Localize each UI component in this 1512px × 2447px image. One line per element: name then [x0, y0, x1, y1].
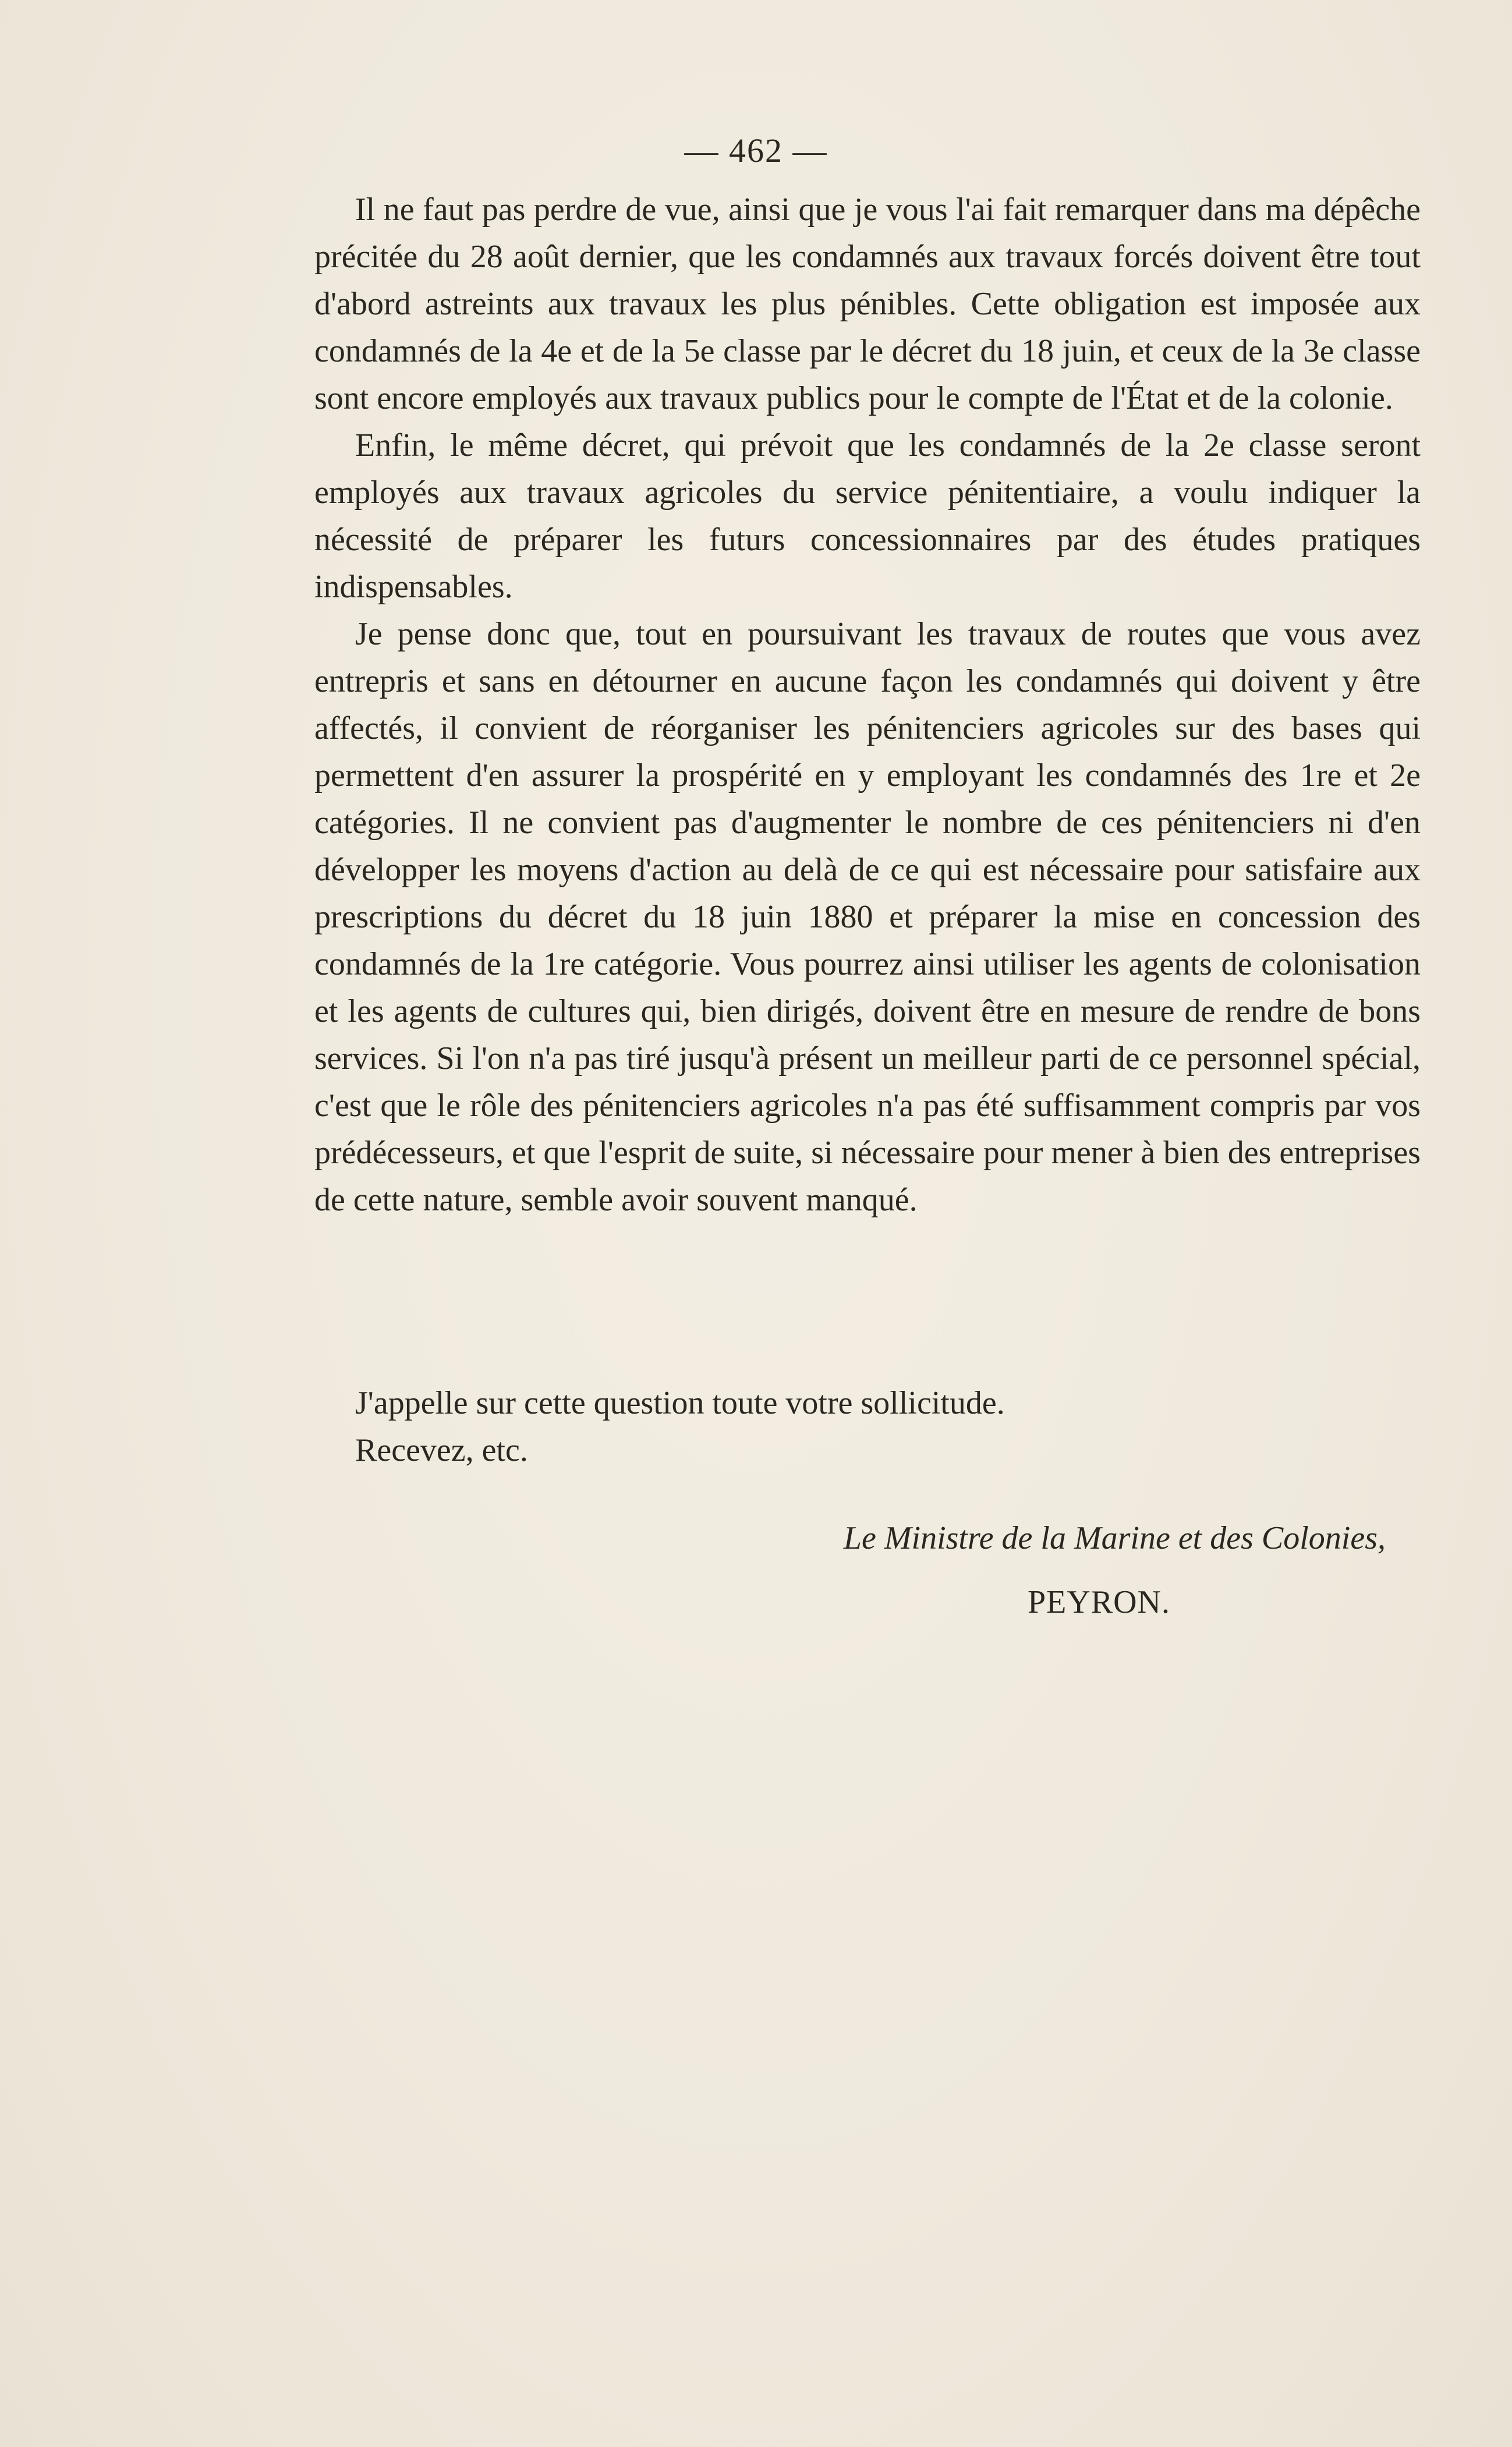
paragraph-2: Enfin, le même décret, qui prévoit que les condamnés de la 2e classe seront employés aux travaux agricoles du service pénitentiaire, a voulu indiquer la nécessité de préparer les futurs concessionnaires par des études pratiques indispensables. [314, 427, 1421, 605]
letter-body [314, 186, 1421, 1224]
signature-title: Le Ministre de la Marine et des Colonies, [843, 1520, 1386, 1556]
paragraph-4: J'appelle sur cette question toute votre sollicitude. [355, 1385, 1005, 1421]
page-number: — 462 — [684, 132, 828, 169]
paragraph-3: Je pense donc que, tout en poursuivant les travaux de routes que vous avez entrepris et sans en détourner en aucune façon les condamnés qui doivent y être affectés, il convient de réorganiser les pénitenciers agricoles sur des bases qui permettent d'en assurer la prospérité en y employant les condamnés des 1re et 2e catégories. Il ne convient pas d'augmenter le nombre de ces pénitenciers ni d'en développer les moyens d'action au delà de ce qui est nécessaire pour satisfaire aux prescriptions du décret du 18 juin 1880 et préparer la mise en concession des condamnés de la 1re catégorie. Vous pourrez ainsi utiliser les agents de colonisation et les agents de cultures qui, bien dirigés, doivent être en mesure de rendre de bons services. Si l'on n'a pas tiré jusqu'à présent un meilleur parti de ce personnel spécial, c'est que le rôle des pénitenciers agricoles n'a pas été suffisamment compris par vos prédécesseurs, et que l'esprit de suite, si nécessaire pour mener à bien des entreprises de cette nature, semble avoir souvent manqué. [314, 616, 1421, 1218]
paragraph-1: Il ne faut pas perdre de vue, ainsi que je vous l'ai fait remarquer dans ma dépêche précitée du 28 août dernier, que les condamnés aux travaux forcés doivent être tout d'abord astreints aux travaux les plus pénibles. Cette obligation est imposée aux condamnés de la 4e et de la 5e classe par le décret du 18 juin, et ceux de la 3e classe sont encore employés aux travaux publics pour le compte de l'État et de la colonie. [314, 192, 1421, 416]
paragraph-5: Recevez, etc. [355, 1432, 528, 1468]
signature-name: PEYRON. [1027, 1584, 1170, 1620]
letter-closing [314, 1380, 1421, 1474]
